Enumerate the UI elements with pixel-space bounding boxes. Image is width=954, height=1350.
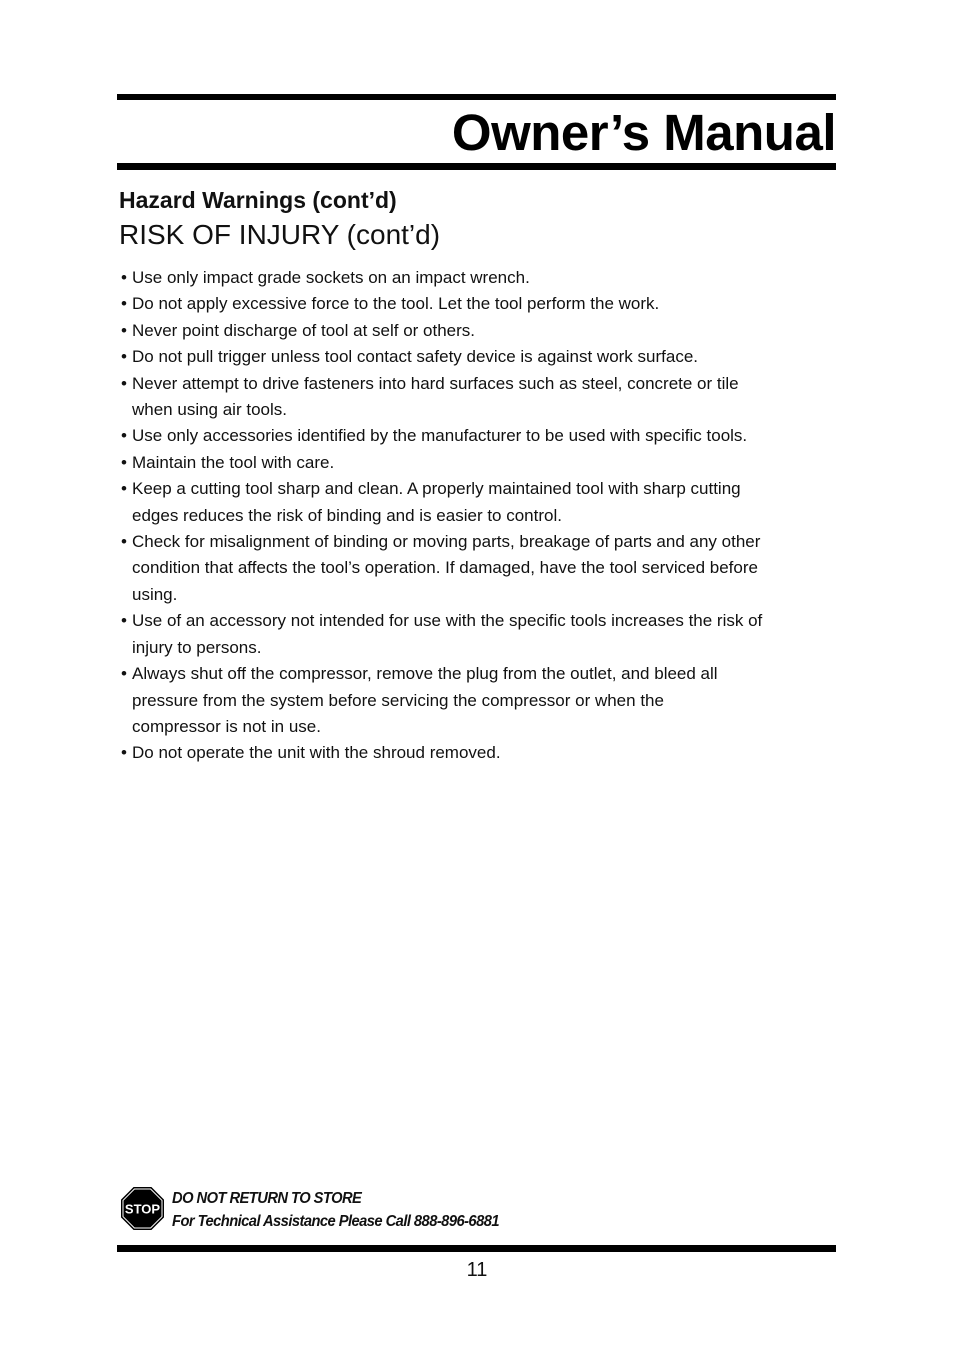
- list-item: [121, 740, 839, 766]
- list-item: [121, 529, 839, 608]
- list-item-text: Use only impact grade sockets on an impact wrench.: [132, 268, 530, 287]
- footer-warning-text: DO NOT RETURN TO STORE: [172, 1190, 362, 1207]
- bullet-glyph: •: [121, 268, 127, 287]
- list-item-text: Maintain the tool with care.: [132, 452, 335, 472]
- bullet-glyph: •: [121, 664, 127, 684]
- header-bottom-rule: [117, 163, 836, 170]
- section-heading: Hazard Warnings (cont’d): [119, 187, 397, 213]
- list-item: [121, 265, 839, 291]
- bullet-glyph: •: [121, 743, 127, 763]
- list-item: [121, 450, 839, 476]
- list-item: [121, 318, 839, 344]
- bullet-glyph: •: [121, 320, 127, 340]
- footer-notice: [121, 1187, 721, 1233]
- bullet-glyph: •: [121, 479, 127, 499]
- bullet-glyph: •: [121, 294, 127, 314]
- bullet-glyph: •: [121, 426, 127, 446]
- bullet-glyph: •: [121, 611, 127, 631]
- header-top-rule: [117, 94, 836, 100]
- list-item-text: Never attempt to drive fasteners into hard surfaces such as steel, concrete or tile when using air tools.: [132, 373, 739, 420]
- stop-sign-label: STOP: [124, 1201, 161, 1217]
- list-item-text: Check for misalignment of binding or moving parts, breakage of parts and any other condition that affects the tool’s operation. If damaged, have the tool serviced before using.: [132, 532, 761, 604]
- footer-rule: [117, 1245, 836, 1252]
- list-item: [121, 291, 839, 317]
- list-item-text: Never point discharge of tool at self or others.: [132, 320, 476, 340]
- list-item-text: Always shut off the compressor, remove the plug from the outlet, and bleed all pressure from the system before servicing the compressor or when the compressor is not in use.: [132, 664, 718, 736]
- list-item-text: Keep a cutting tool sharp and clean. A properly maintained tool with sharp cutting edges reduces the risk of binding and is easier to control.: [132, 479, 741, 525]
- list-item: [121, 476, 839, 529]
- list-item-text: Do not apply excessive force to the tool. Let the tool perform the work.: [132, 294, 660, 314]
- document-title: Owner’s Manual: [451, 104, 836, 161]
- list-item-text: Use only accessories identified by the manufacturer to be used with specific tools.: [132, 426, 748, 446]
- list-item-text: Do not operate the unit with the shroud removed.: [132, 743, 501, 763]
- bullet-glyph: •: [121, 532, 127, 552]
- section-subheading: RISK OF INJURY (cont’d): [119, 219, 441, 250]
- list-item-text: Do not pull trigger unless tool contact safety device is against work surface.: [132, 347, 699, 367]
- list-item-text: Use of an accessory not intended for use with the specific tools increases the risk of injury to persons.: [132, 611, 763, 657]
- list-item: [121, 371, 839, 424]
- stop-sign-icon: [121, 1187, 164, 1230]
- warning-list: [121, 265, 839, 767]
- list-item: [121, 423, 839, 449]
- bullet-glyph: •: [121, 347, 127, 367]
- list-item: [121, 608, 839, 661]
- bullet-glyph: •: [121, 373, 127, 393]
- bullet-glyph: •: [121, 452, 127, 472]
- page-number: 11: [466, 1259, 488, 1281]
- list-item: [121, 344, 839, 370]
- footer-contact-text: For Technical Assistance Please Call 888-896-6881: [172, 1213, 499, 1230]
- list-item: [121, 661, 839, 740]
